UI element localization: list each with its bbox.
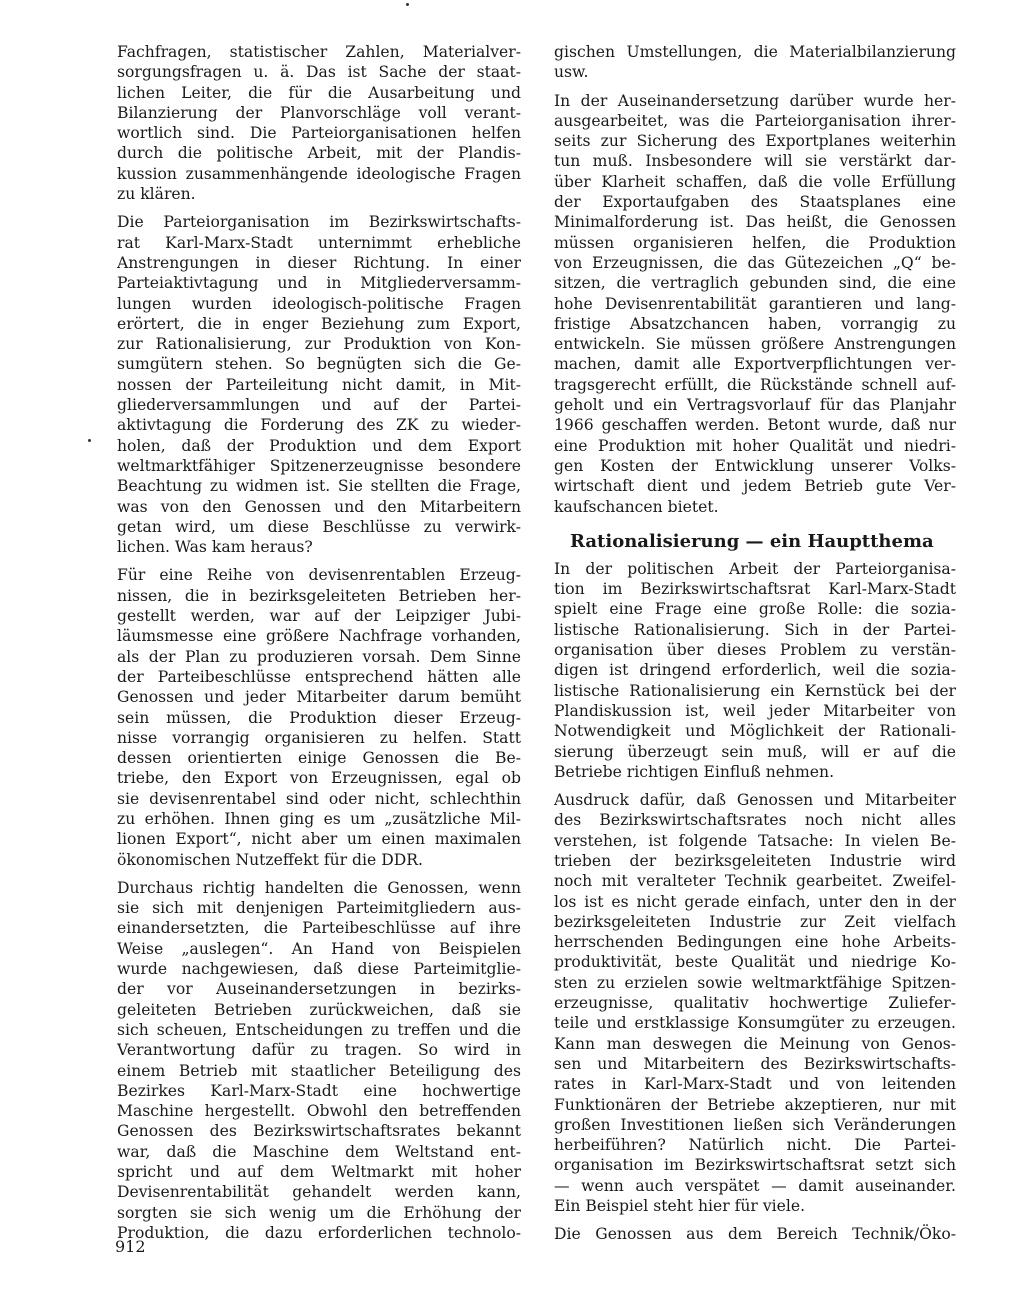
text-line: sich scheuen, Entscheidungen zu treffen und die [117, 1020, 521, 1039]
text-line: Bezirkes Karl-Marx-Stadt eine hochwertige [117, 1081, 521, 1100]
text-line: was von den Genossen und den Mitarbeitern [117, 497, 521, 516]
text-line: digen ist dringend erforderlich, weil die sozia- [554, 661, 956, 680]
text-line: Die Genossen aus dem Bereich Technik/Öko- [554, 1225, 956, 1244]
text-line: organisation im Bezirkswirtschaftsrat setzt sich [554, 1156, 956, 1175]
text-line: spricht und auf dem Weltmarkt mit hoher [117, 1163, 521, 1182]
text-line: Für eine Reihe von devisenrentablen Erzeug- [117, 566, 521, 585]
text-line: organisation über dieses Problem zu verstän- [554, 641, 956, 660]
text-line: läumsmesse eine größere Nachfrage vorhanden, [117, 627, 521, 646]
text-line: Ausdruck dafür, daß Genossen und Mitarbeiter [554, 791, 956, 810]
text-line: sie sich mit denjenigen Parteimitgliedern aus- [117, 899, 521, 918]
text-line: der Parteibeschlüsse entsprechend hätten alle [117, 667, 521, 686]
page-number: 912 [115, 1237, 146, 1256]
text-line: listische Rationalisierung ein Kernstück bei der [554, 681, 956, 700]
text-line: durch die politische Arbeit, mit der Plandis- [117, 144, 521, 163]
text-line: Funktionären der Betriebe akzeptieren, nur mit [554, 1095, 956, 1114]
text-line: als der Plan zu produzieren vorsah. Dem Sinne [117, 647, 521, 666]
text-line: Notwendigkeit und Möglichkeit der Rationali- [554, 722, 956, 741]
text-line: zur Rationalisierung, zur Produktion von Kon- [117, 335, 521, 354]
text-line: lionen Export“, nicht aber um einen maximalen [117, 830, 521, 849]
text-line: Kann man deswegen die Meinung von Genos- [554, 1034, 956, 1053]
text-line: wurde nachgewiesen, daß diese Parteimitglie- [117, 960, 521, 979]
text-line: sumgütern stehen. So begnügten sich die Ge- [117, 355, 521, 374]
text-line: Beachtung zu widmen ist. Sie stellten die Frage, [117, 477, 521, 496]
text-line: Minimalforderung ist. Das heißt, die Genossen [554, 213, 956, 232]
paragraph [554, 42, 956, 83]
text-line: weltmarktfähiger Spitzenerzeugnisse besondere [117, 456, 521, 475]
text-line: sie devisenrentabel sind oder nicht, schlechthin [117, 789, 521, 808]
text-line: zu klären. [117, 185, 196, 204]
text-line: sein müssen, die Produktion dieser Erzeug- [117, 708, 521, 727]
text-line: von Erzeugnissen, die das Gütezeichen „Q“ be- [554, 253, 956, 272]
text-line: Plandiskussion ist, weil jeder Mitarbeiter von [554, 701, 956, 720]
text-line: rat Karl-Marx-Stadt unternimmt erhebliche [117, 233, 521, 252]
text-line: lichen. Was kam heraus? [117, 538, 313, 557]
text-line: sierung überzeugt sein muß, will er auf die [554, 742, 956, 761]
text-line: über Klarheit schaffen, daß die volle Erfüllung [554, 172, 956, 191]
text-line: gen Kosten der Entwicklung unserer Volks- [554, 456, 956, 475]
text-line: spielt eine Frage eine große Rolle: die sozia- [554, 600, 956, 619]
text-line: sitzen, die vertraglich gebunden sind, die eine [554, 274, 956, 293]
text-line: müssen organisieren helfen, die Produktion [554, 233, 956, 252]
text-line: rates in Karl-Marx-Stadt und von leitenden [554, 1075, 956, 1094]
section-heading: Rationalisierung — ein Hauptthema [570, 530, 934, 552]
text-line: listische Rationalisierung. Sich in der Partei- [554, 620, 956, 639]
text-line: Fachfragen, statistischer Zahlen, Materialver- [117, 43, 521, 61]
speck-margin [88, 439, 91, 442]
text-line: usw. [554, 63, 589, 82]
right-column [554, 42, 956, 1253]
text-line: tion im Bezirkswirtschaftsrat Karl-Marx-Stadt [554, 580, 956, 599]
paragraph [117, 212, 521, 557]
text-line: sen und Mitarbeitern des Bezirkswirtschafts- [554, 1054, 956, 1073]
text-line: In der Auseinandersetzung darüber wurde her- [554, 91, 956, 110]
text-line: Parteiaktivtagung und in Mitgliederversamm- [117, 274, 521, 293]
text-line: hohe Devisenrentabilität garantieren und lang- [554, 294, 956, 313]
text-line: kussion zusammenhängende ideologische Fragen [117, 164, 521, 183]
text-line: holen, daß der Produktion und dem Export [117, 436, 521, 455]
paragraph [117, 42, 521, 204]
text-line: noch mit veralteter Technik gearbeitet. Zweifel- [554, 872, 956, 891]
text-line: Weise „auslegen“. An Hand von Beispielen [117, 939, 521, 958]
text-line: tun muß. Insbesondere will sie verstärkt dar- [554, 152, 956, 171]
text-line: Maschine hergestellt. Obwohl den betreffenden [117, 1102, 521, 1121]
text-line: wortlich sind. Die Parteiorganisationen helfen [117, 124, 521, 143]
text-line: ökonomischen Nutzeffekt für die DDR. [117, 850, 423, 869]
paragraph [554, 559, 956, 782]
text-line: nossen der Parteileitung nicht damit, in Mit- [117, 375, 521, 394]
paragraph [117, 878, 521, 1243]
text-line: Produktion, die dazu erforderlichen technolo- [117, 1223, 521, 1242]
text-line: Genossen und jeder Mitarbeiter darum bemüht [117, 688, 521, 707]
text-line: gliederversammlungen und auf der Partei- [117, 396, 521, 415]
text-line: aktivtagung die Forderung des ZK zu wieder- [117, 416, 521, 435]
text-line: kaufschancen bietet. [554, 497, 719, 516]
text-line: ausgearbeitet, was die Parteiorganisation ihrer- [554, 111, 956, 130]
text-line: der Exportaufgaben des Staatsplanes eine [554, 193, 956, 212]
left-column [117, 42, 521, 1251]
text-line: Die Parteiorganisation im Bezirkswirtschafts- [117, 213, 521, 232]
text-line: herrschenden Bedingungen eine hohe Arbeits- [554, 933, 956, 952]
text-line: war, daß die Maschine dem Weltstand ent- [117, 1142, 521, 1161]
paragraph [554, 91, 956, 517]
text-line: sorgungsfragen u. ä. Das ist Sache der staat- [117, 63, 521, 82]
text-line: lungen wurden ideologisch-politische Fragen [117, 294, 521, 313]
text-line: bezirksgeleiteten Industrie zur Zeit vielfach [554, 912, 956, 931]
text-line: des Bezirkswirtschaftsrates noch nicht alles [554, 811, 956, 830]
text-line: Betriebe richtigen Einfluß nehmen. [554, 762, 835, 781]
text-line: 1966 geschaffen werden. Betont wurde, daß nur [554, 416, 956, 435]
text-line: In der politischen Arbeit der Parteiorganisa- [554, 559, 956, 578]
text-line: herbeiführen? Natürlich nicht. Die Partei- [554, 1136, 956, 1155]
text-line: gischen Umstellungen, die Materialbilanzierung [554, 43, 956, 61]
text-line: der vor Auseinandersetzungen in bezirks- [117, 980, 521, 999]
text-line: trieben der bezirksgeleiteten Industrie wird [554, 851, 956, 870]
text-line: los ist es nicht gerade einfach, unter den in der [554, 892, 956, 911]
text-line: Durchaus richtig handelten die Genossen, wenn [117, 878, 521, 897]
text-line: erörtert, die in enger Beziehung zum Export, [117, 314, 521, 333]
text-line: nisse vorrangig organisieren zu helfen. Statt [117, 728, 521, 747]
text-line: sorgten sie sich wenig um die Erhöhung der [117, 1203, 521, 1222]
text-line: verstehen, ist folgende Tatsache: In vielen Be- [554, 831, 956, 850]
text-line: Verantwortung dafür zu tragen. So wird in [117, 1041, 521, 1060]
text-line: Ein Beispiel steht hier für viele. [554, 1197, 806, 1216]
text-line: Bilanzierung der Planvorschläge voll verant- [117, 103, 521, 122]
text-line: machen, damit alle Exportverpflichtungen ver- [554, 355, 956, 374]
text-line: sten zu erzielen sowie weltmarktfähige Spitzen- [554, 973, 956, 992]
text-line: Devisenrentabilität gehandelt werden kann, [117, 1183, 521, 1202]
text-line: erzeugnisse, qualitativ hochwertige Zuliefer- [554, 994, 956, 1013]
text-line: seits zur Sicherung des Exportplanes weiterhin [554, 132, 956, 151]
paragraph [554, 1224, 956, 1244]
text-line: geholt und ein Vertragsvorlauf für das Planjahr [554, 396, 956, 415]
text-line: geleiteten Betrieben zurückweichen, daß sie [117, 1000, 521, 1019]
text-line: triebe, den Export von Erzeugnissen, egal ob [117, 769, 521, 788]
text-line: Genossen des Bezirkswirtschaftsrates bekannt [117, 1122, 521, 1141]
text-line: eine Produktion mit hoher Qualität und niedri- [554, 436, 956, 455]
text-line: wirtschaft dient und jedem Betrieb gute Ver- [554, 477, 956, 496]
text-line: dessen orientierten einige Genossen die Be- [117, 749, 521, 768]
text-line: zu erhöhen. Ihnen ging es um „zusätzliche Mil- [117, 809, 521, 828]
text-line: produktivität, beste Qualität und niedrige Ko- [554, 953, 956, 972]
text-line: einem Betrieb mit staatlicher Beteiligung des [117, 1061, 521, 1080]
text-line: fristige Absatzchancen haben, vorrangig zu [554, 314, 956, 333]
text-line: tragsgerecht erfüllt, die Rückstände schnell auf- [554, 375, 956, 394]
text-line: gestellt werden, war auf der Leipziger Jubi- [117, 607, 521, 626]
text-line: — wenn auch verspätet — damit auseinander. [554, 1176, 956, 1195]
text-line: Anstrengungen in dieser Richtung. In einer [117, 253, 521, 272]
text-line: lichen Leiter, die für die Ausarbeitung und [117, 83, 521, 102]
paragraph [117, 565, 521, 869]
text-line: teile und erstklassige Konsumgüter zu erzeugen. [554, 1014, 956, 1033]
text-line: nissen, die in bezirksgeleiteten Betrieben her- [117, 586, 521, 605]
text-line: einandersetzten, die Parteibeschlüsse auf ihre [117, 919, 521, 938]
text-line: entwickeln. Sie müssen größere Anstrengungen [554, 335, 956, 354]
speck-top [406, 3, 409, 6]
text-line: getan wird, um diese Beschlüsse zu verwirk- [117, 517, 521, 536]
text-line: großen Investitionen ließen sich Veränderungen [554, 1115, 956, 1134]
paragraph [554, 790, 956, 1216]
